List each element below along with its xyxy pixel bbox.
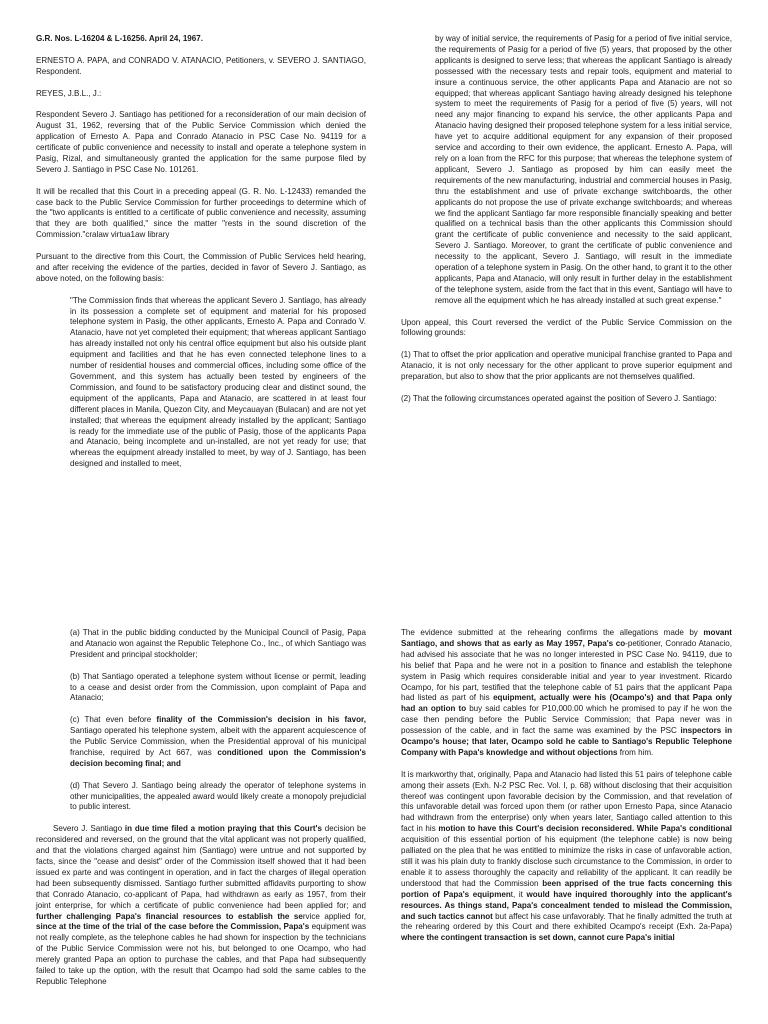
paragraph: It is markworthy that, originally, Papa and Atanacio had listed this 51 pairs of telephone cable among their assets (Exh. N-2 PSC Rec. Vol. I, p. 68) without disclosing that their acquisition thereof was contingent upon favorable decision by the Commission, and that revelation of this unfavorable detail was forced upon them (or rather upon Ernesto Papa, since Atanacio had withdrawn from the enterprise) only when years later, Santiago called attention to this fact in his motion to have this Court's decision reconsidered. While Papa's conditional acquisition of this essential portion of his equipment (the telephone cable) is now being palliated on the plea that he was entitled to minimize the risks in case of unfavorable action, still it was his plain duty to frankly disclose such circumstance to the Commission, in order to enable it to assess thoroughly the capacity and reliability of the applicant. It can readily be understood that had the Commission been apprised of the true facts concerning this portion of Papa's equipment, it would have inquired thoroughly into the applicant's resources. As things stand, Papa's concealment tended to mislead the Commission, and such tactics cannot but affect his case unfavorably. That he finally admitted the truth at the rehearing ordered by this Court and there exhibited Ocampo's receipt (Exh. 2a-Papa) where the contingent transaction is set down, cannot cure Papa's initial <box>401 769 733 943</box>
paragraph: Respondent Severo J. Santiago has petitioned for a reconsideration of our main decision of August 31, 1962, reversing that of the Public Service Commission which denied the application of Ernesto A. Papa and Conrado Atanacio in PSC Case No. 94119 for a certificate of public convenience and necessity to install and operate a telephone system in Pasig, Rizal, and simultaneously granted the application for the same purpose filed by Severo J. Santiago in PSC Case No. 101261. <box>36 110 366 174</box>
page2-left-column <box>36 628 366 988</box>
paragraph: Severo J. Santiago in due time filed a motion praying that this Court's decision be reconsidered and reversed, on the ground that the vital applicant was not properly qualified, and that the violations charged against him (Santiago) were untrue and not supported by facts, since the "cease and desist" order of the Commission itself showed that it had been issued ex parte and was contingent in operation, and in fact the charges of illegal operation had been subsequently dismissed. Santiago further submitted affidavits purporting to show that Conrado Atanacio, co-applicant of Papa, had withdrawn as early as 1957, from their joint enterprise, for which a certificate of public convenience had been applied for; and further challenging Papa's financial resources to establish the service applied for, since at the time of the trial of the case before the Commission, Papa's equipment was not really complete, as the telephone cables he had shown for inspection by the technicians of the Public Service Commission were not his, but belonged to one Ocampo, who had merely granted Papa an option to purchase the cables, and that Papa had subsequently failed to take up the option, with the result that Ocampo had sold the same cables to the Republic Telephone <box>36 824 366 986</box>
paragraph: Pursuant to the directive from this Court, the Commission of Public Services held hearing, and after receiving the evidence of the parties, decided in favor of Severo J. Santiago, as above noted, on the following basis: <box>36 252 366 283</box>
page1-left-column <box>36 34 366 470</box>
paragraph: Upon appeal, this Court reversed the verdict of the Public Service Commission on the following grounds: <box>401 317 732 338</box>
paragraph: The evidence submitted at the rehearing confirms the allegations made by movant Santiago, and shows that as early as May 1957, Papa's co-petitioner, Conrado Atanacio, had advised his associate that he was no longer interested in PSC Case No. 94119, due to his belief that Papa and he were not in a position to finance and establish the telephone system in Pasig which requires considerable initial and year to year investment. Ricardo Ocampo, for his part, testified that the telephone cable of 51 pairs that the applicant Papa had listed as part of his equipment, actually were his (Ocampo's) and that Papa only had an option to buy said cables for P10,000.00 which he promised to pay if he won the case then pending before the Public Service Commission; that Papa never was in possession of the cable, and in fact the same was examined by the PSC inspectors in Ocampo's house; that later, Ocampo sold he cable to Santiago's Republic Telephone Company with Papa's knowledge and without objections from him. <box>401 628 732 757</box>
page1-right-column <box>401 34 732 416</box>
circumstance-item: (a) That in the public bidding conducted by the Municipal Council of Pasig, Papa and Atanacio won against the Republic Telephone Co., Inc., of which Santiago was President and principal stockholder; <box>70 628 366 659</box>
circumstance-item: (c) That even before finality of the Commission's decision in his favor, Santiago operated his telephone system, albeit with the apparent acquiescence of the Public Service Commission, when the Presidential approval of his municipal franchise, required by Act 667, was conditioned upon the Commission's decision becoming final; and <box>70 715 366 768</box>
circumstances-list <box>36 628 366 813</box>
commission-quote: "The Commission finds that whereas the applicant Severo J. Santiago, has already in its possession a complete set of equipment and material for his proposed telephone system in Pasig, the other applicants, Ernesto A. Papa and Conrado V. Atanacio, have not yet completed their equipment; that whereas applicant Santiago has already installed not only his central office equipment but also his outside plant equipment and facilities and that he has even connected telephone lines to a number of residential houses and commercial offices, including some office of the Government, and this system has actually been tested by engineers of the Commission, and found to be satisfactory producing clear and distinct sound, the equipment of the applicants, Papa and Atanacio, are scattered in at least four different places in Manila, Quezon City, and Meycauayan (Bulacan) and are not yet installed; that whereas the equipment already installed by the applicant; Santiago is ready for the immediate use of the public of Pasig, those of the applicants Papa and Atanacio, being incomplete and un-installed, are not yet ready for use; that whereas the equipment already installed to meet, by way of J. Santiago, has been designed and installed to meet, <box>70 295 366 469</box>
case-header: G.R. Nos. L-16204 & L-16256. April 24, 1967. <box>36 34 203 43</box>
circumstance-item: (b) That Santiago operated a telephone system without license or permit, leading to a cease and desist order from the Commission, upon complaint of Papa and Atanacio; <box>70 671 366 703</box>
paragraph: It will be recalled that this Court in a preceding appeal (G. R. No. L-12433) remanded the case back to the Public Service Commission for further proceedings to determine which of the "two applicants is entitled to a certificate of public convenience and necessity, assuming that they are both qualified," since the matter "rests in the sound discretion of the Commission."cralaw virtua1aw library <box>36 186 366 240</box>
page2-right-column <box>401 628 732 944</box>
circumstance-item: (d) That Severo J. Santiago being already the operator of telephone systems in other municipalities, the appealed award would likely create a monopoly prejudicial to public interest. <box>70 780 366 812</box>
case-parties: ERNESTO A. PAPA, and CONRADO V. ATANACIO, Petitioners, v. SEVERO J. SANTIAGO, Respondent. <box>36 55 366 76</box>
commission-quote-continued: by way of initial service, the requirements of Pasig for a period of five initial service, the requirements of Pasig for a period of five (5) years, that proposed by the other applicants is designed to serve less; that whereas the applicant Santiago is already possessed with the necessary tests and repair tools, equipment and material to insure a continuous service, the other applicants Papa and Atanacio are not so equipped; that whereas applicant Santiago having already designed his telephone system to meet the requirements of Pasig for a period of five (5) years, will not need any major financing to expand his service, the other applicants Papa and Atanacio having designed their proposed telephone system for a less initial service, have yet to acquire additional equipment for any expansion of their proposed service and according to their own evidence, the applicant. Ernesto A. Papa, will rely on a loan from the RFC for this purpose; that whereas the telephone system of applicant, Severo J. Santiago as proposed by him can easily meet the requirements of the new manufacturing, industrial and commercial houses in Pasig, thru the establishment and use of private exchange switchboards, the other applicants do not propose the use of private exchange switchboards; and whereas we find the applicant Santiago far more responsible financially speaking and better qualified on a technical basis than the other applicants this Commission should grant the certificate of public convenience and necessity to the said applicant, Severo J. Santiago. Moreover, to grant the certificate of public convenience and necessity to the applicant, Severo J. Santiago, will result in the immediate operation of a telephone system in Pasig. On the other hand, to grant it to the other applicants, Papa and Atanacio, will only result in further delay in the establishment of the telephone system, aside from the fact that in this event, Santiago will have to remove all the equipment which he has already installed at such great expense." <box>435 34 732 305</box>
ponente: REYES, J.B.L., J.: <box>36 88 102 98</box>
ground-item: (1) That to offset the prior application and operative municipal franchise granted to Papa and Atanacio, it is not only necessary for the other applicant to prove superior equipment and preparation, but also to show that the prior applicants are not themselves qualified. <box>401 350 732 382</box>
ground-item: (2) That the following circumstances operated against the position of Severo J. Santiago: <box>401 393 717 403</box>
